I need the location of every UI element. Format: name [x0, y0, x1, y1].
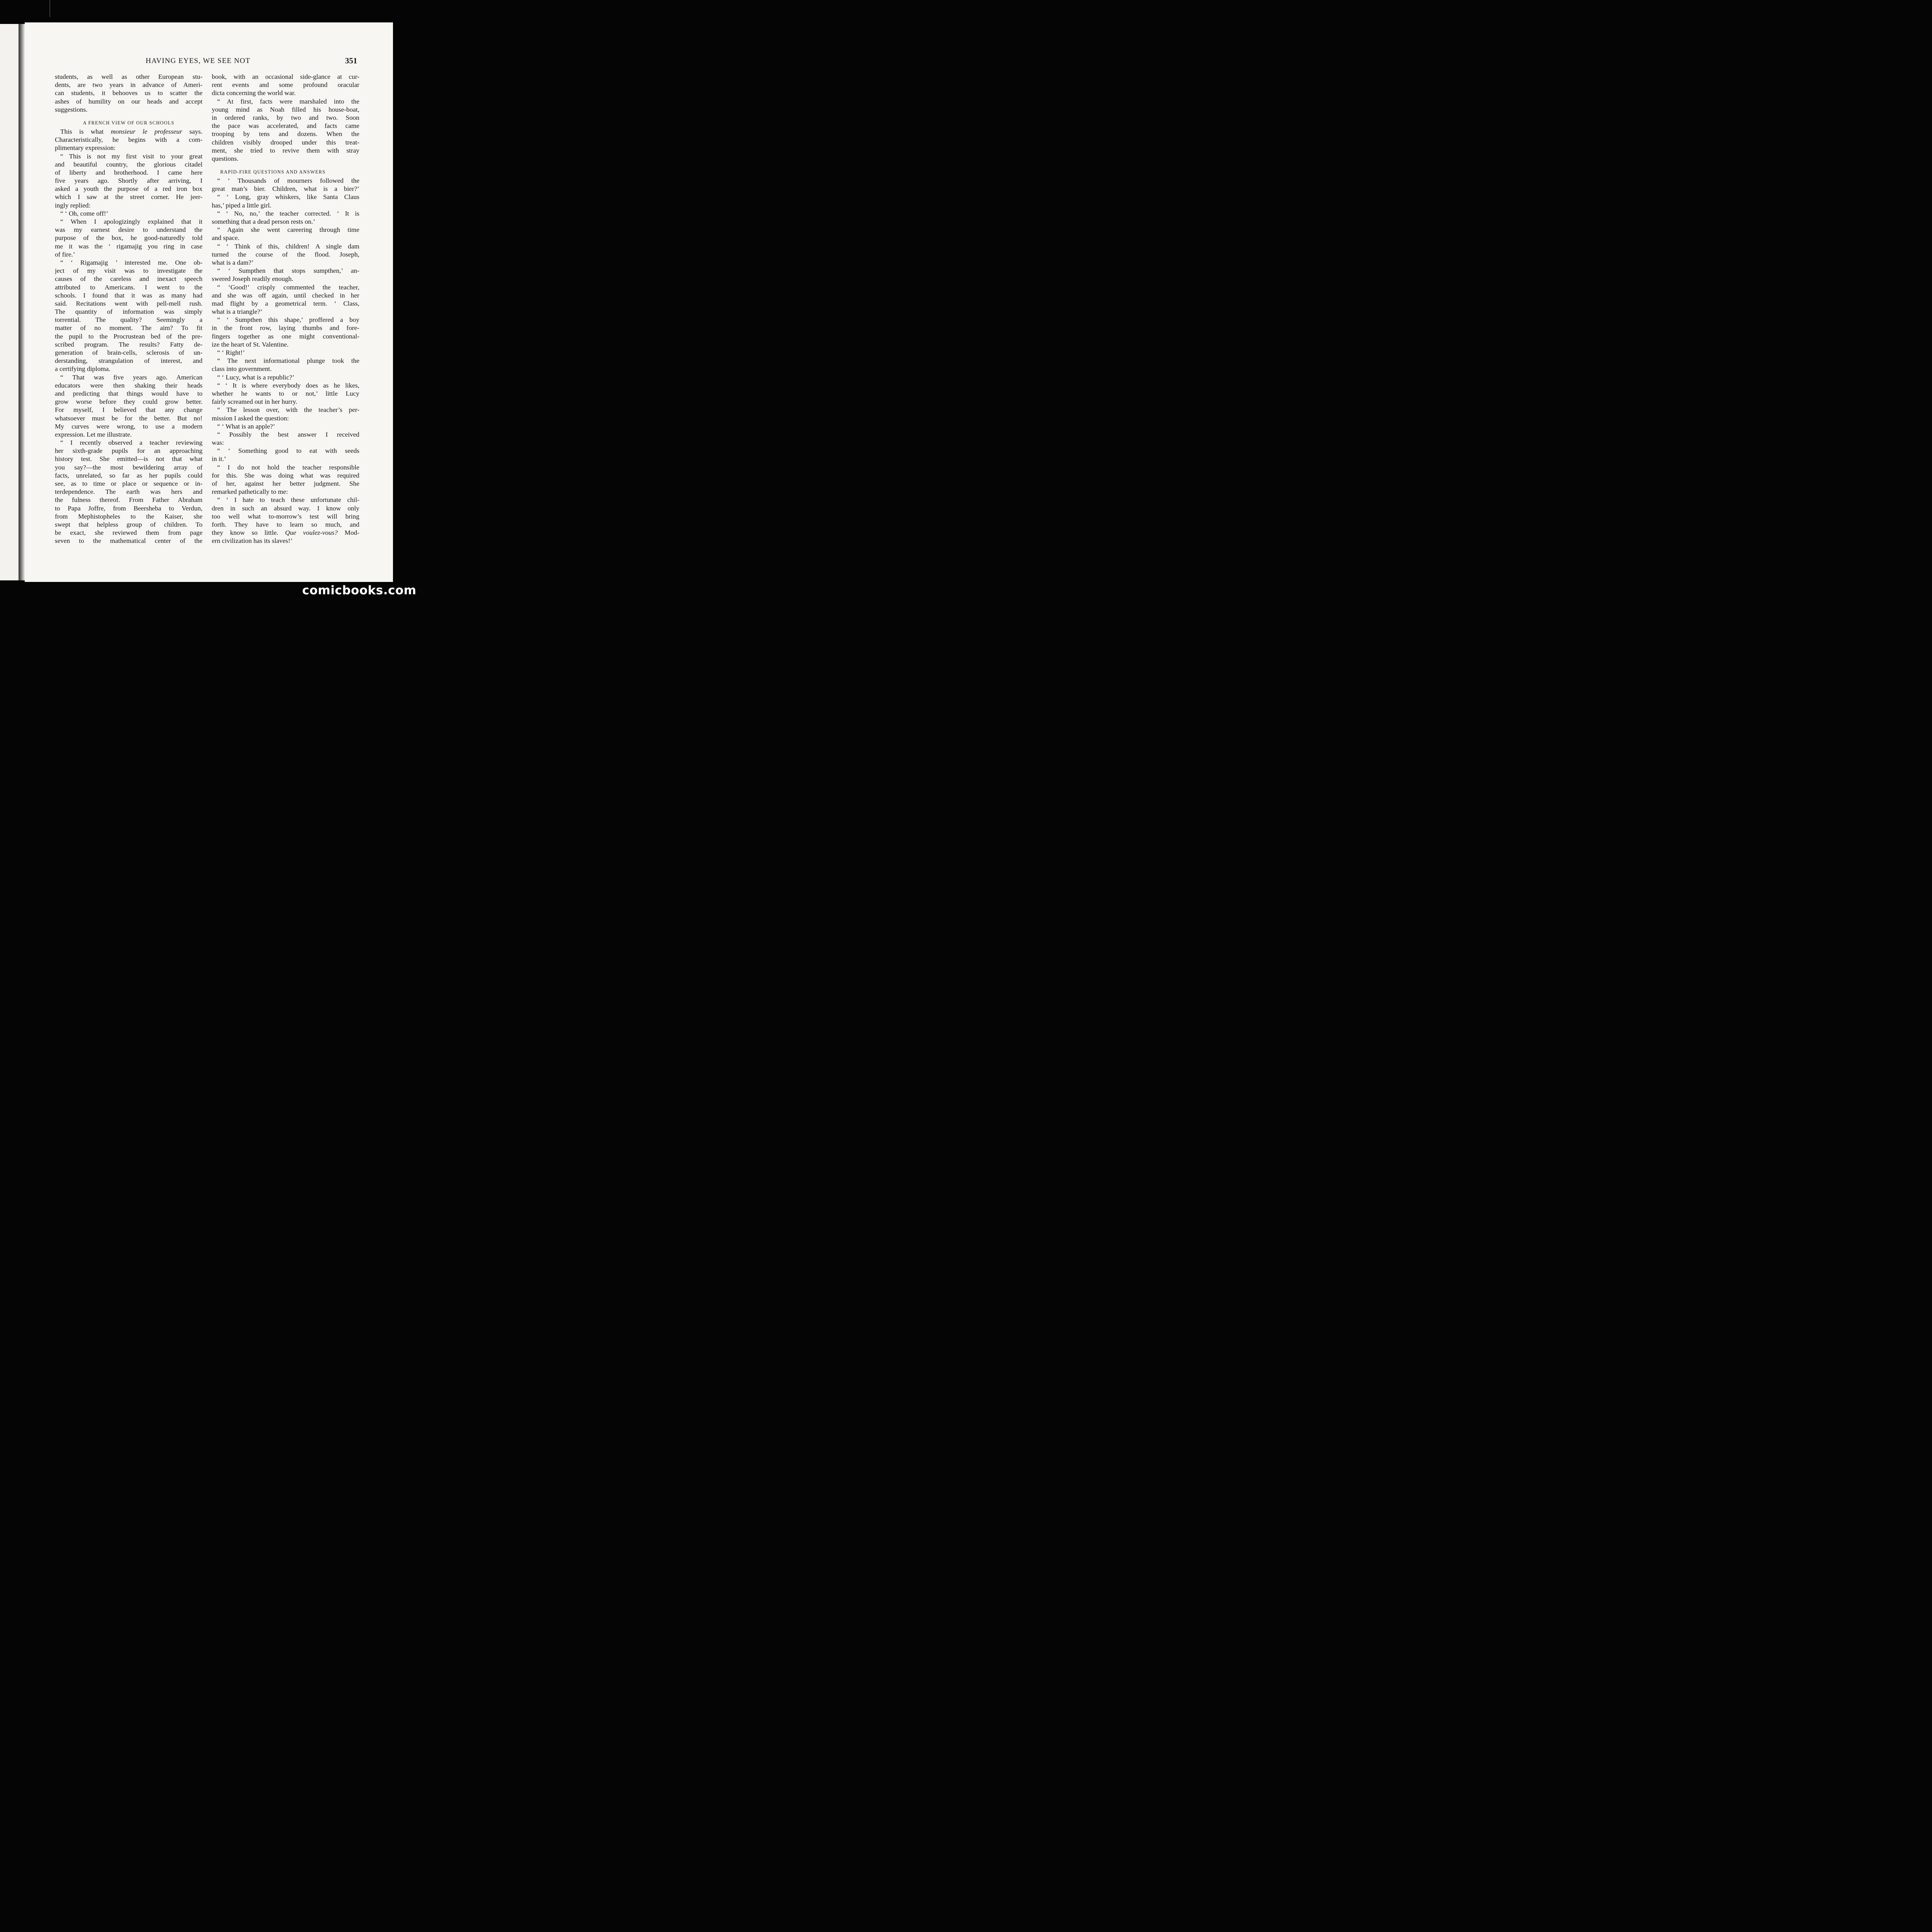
text-line: facts, unrelated, so far as her pupils could [55, 471, 202, 479]
text-line: remarked pathetically to me: [212, 488, 288, 496]
text-line: asked a youth the purpose of a red iron box [55, 185, 202, 193]
text-line: “ ‘ Oh, come off!’ [60, 209, 109, 217]
text-line: For myself, I believed that any change [55, 406, 202, 414]
text-line: torrential. The quality? Seemingly a [55, 316, 202, 324]
text-line: a certifying diploma. [55, 365, 111, 373]
text-line: “ ‘ It is where everybody does as he likes, [217, 381, 359, 389]
text-line: rent events and some profound oracular [212, 81, 359, 89]
section-gap [212, 163, 359, 167]
right-intro [212, 73, 359, 163]
text-line: was my earnest desire to understand the [55, 226, 202, 234]
text-line: in the front row, laying thumbs and fore- [212, 324, 359, 332]
text-line: grow worse before they could grow better. [55, 398, 202, 406]
text-line: of her, against her better judgment. She [212, 480, 359, 487]
section-heading: RAPID-FIRE QUESTIONS AND ANSWERS [220, 169, 326, 175]
text-run: This is what [60, 128, 111, 135]
text-run: they know so little. [212, 529, 285, 537]
text-line: ashes of humility on our heads and accept [55, 97, 202, 105]
text-line: “ ‘ What is an apple?’ [217, 422, 276, 430]
text-line: of liberty and brotherhood. I came here [55, 168, 202, 176]
text-line: and beautiful country, the glorious citadel [55, 160, 202, 168]
text-line: schools. I found that it was as many had [55, 291, 202, 299]
text-line: the pupil to the Procrustean bed of the pre- [55, 332, 202, 340]
text-line: the pace was accelerated, and facts came [212, 122, 359, 130]
text-line: in it.’ [212, 455, 226, 463]
text-line: book, with an occasional side-glance at cur- [212, 73, 359, 80]
text-line: dicta concerning the world war. [212, 89, 296, 97]
text-line: said. Recitations went with pell-mell rush. [55, 299, 202, 307]
text-line: “ ‘ Rigamajig ’ interested me. One ob- [60, 259, 202, 266]
text-line: “ ‘ Something good to eat with seeds [217, 447, 359, 455]
text-line: forth. They have to learn so much, and [212, 520, 359, 528]
gutter-shadow [19, 24, 25, 580]
left-intro [55, 73, 202, 114]
text-line: what is a dam?’ [212, 259, 254, 266]
text-line: me it was the ‘ rigamajig you ring in case [55, 242, 202, 250]
text-line: young mind as Noah filled his house-boat, [212, 105, 359, 113]
text-line: “ ‘ Think of this, children! A single dam [217, 242, 359, 250]
text-line: fingers together as one might conventional- [212, 332, 359, 340]
section-heading: A FRENCH VIEW OF OUR SCHOOLS [83, 120, 175, 126]
text-line: My curves were wrong, to use a modern [55, 422, 202, 430]
text-line: “ ‘ Thousands of mourners followed the [217, 177, 359, 185]
text-line: mission I asked the question: [212, 414, 289, 422]
section-gap [55, 114, 202, 118]
italic-phrase: monsieur le professeur [111, 128, 182, 135]
text-line: see, as to time or place or sequence or in- [55, 480, 202, 487]
text-line: suggestions. [55, 105, 88, 113]
text-line: “ Again she went careering through time [217, 226, 359, 234]
text-line: swered Joseph readily enough. [212, 275, 293, 283]
text-line: “ At first, facts were marshaled into the [217, 97, 359, 105]
text-line: seven to the mathematical center of the [55, 537, 202, 545]
text-line: history test. She emitted—is not that what [55, 455, 202, 463]
text-run: says. [182, 128, 202, 135]
text-line: “ ‘ Sumpthen that stops sumpthen,’ an- [217, 267, 359, 275]
running-title: HAVING EYES, WE SEE NOT [146, 57, 251, 65]
italic-phrase: Que voulez-vous? [285, 529, 338, 537]
text-line: five years ago. Shortly after arriving, I [55, 177, 202, 185]
text-line: matter of no moment. The aim? To fit [55, 324, 202, 332]
text-line: “ Possibly the best answer I received [217, 430, 359, 438]
text-line: “ This is not my first visit to your great [60, 152, 202, 160]
text-line: Characteristically, he begins with a com- [55, 136, 202, 144]
text-line: “ ‘ Long, gray whiskers, like Santa Claus [217, 193, 359, 201]
site-watermark: comicbooks.com [302, 583, 417, 597]
text-line: “ ‘ I hate to teach these unfortunate chil- [217, 496, 359, 504]
text-line: children visibly drooped under this treat- [212, 138, 359, 146]
text-line [55, 128, 202, 136]
text-line: and predicting that things would have to [55, 389, 202, 397]
facing-page-edge [0, 24, 20, 580]
text-line: to Papa Joffre, from Beersheba to Verdun, [55, 504, 202, 512]
text-line: fairly screamed out in her hurry. [212, 398, 298, 406]
text-line: ject of my visit was to investigate the [55, 267, 202, 275]
text-line: and space. [212, 234, 240, 242]
text-line: terdependence. The earth was hers and [55, 488, 202, 496]
text-line: great man’s bier. Children, what is a bier?’ [212, 185, 359, 193]
text-line: has,’ piped a little girl. [212, 201, 272, 209]
page-number: 351 [345, 56, 357, 65]
text-line: the fulness thereof. From Father Abraham [55, 496, 202, 504]
text-line: of fire.’ [55, 250, 75, 258]
text-line: “ The next informational plunge took the [217, 357, 359, 365]
text-line: “ The lesson over, with the teacher’s per- [217, 406, 359, 414]
text-line: swept that helpless group of children. To [55, 520, 202, 528]
text-line: you say?—the most bewildering array of [55, 463, 202, 471]
text-line: questions. [212, 155, 239, 162]
text-line: which I saw at the street corner. He jeer- [55, 193, 202, 201]
text-line: dren in such an absurd way. I know only [212, 504, 359, 512]
text-line: from Mephistopheles to the Kaiser, she [55, 512, 202, 520]
text-line: class into government. [212, 365, 272, 373]
text-line: ment, she tried to revive them with stray [212, 146, 359, 154]
text-line: scribed program. The results? Fatty de- [55, 340, 202, 348]
text-line: whether he wants to or not,’ little Lucy [212, 389, 359, 397]
right-body [212, 177, 359, 529]
text-line: expression. Let me illustrate. [55, 430, 132, 438]
text-line: what is a triangle?’ [212, 308, 263, 316]
text-line: her sixth-grade pupils for an approaching [55, 447, 202, 455]
text-line: and she was off again, until checked in her [212, 291, 359, 299]
text-line: “ ‘ Lucy, what is a republic?’ [217, 373, 294, 381]
text-line: “ That was five years ago. American [60, 373, 202, 381]
text-run: Mod- [338, 529, 359, 537]
text-line: whatsoever must be for the better. But no! [55, 414, 202, 422]
text-line: ize the heart of St. Valentine. [212, 340, 289, 348]
text-line: attributed to Americans. I went to the [55, 283, 202, 291]
text-line: “ ‘Good!’ crisply commented the teacher, [217, 283, 359, 291]
text-line: trooping by tens and dozens. When the [212, 130, 359, 138]
text-line: “ I do not hold the teacher responsible [217, 463, 359, 471]
text-line: in ordered ranks, by two and two. Soon [212, 114, 359, 121]
text-line: be exact, she reviewed them from page [55, 529, 202, 537]
text-line: “ ‘ Right!’ [217, 349, 245, 356]
text-line: turned the course of the flood. Joseph, [212, 250, 359, 258]
text-line: The quantity of information was simply [55, 308, 202, 316]
text-line: mad flight by a geometrical term. ‘ Class, [212, 299, 359, 307]
text-line: something that a dead person rests on.’ [212, 218, 315, 225]
text-line: purpose of the box, he good-naturedly told [55, 234, 202, 242]
left-body [55, 136, 202, 545]
text-line: too well what to-morrow’s test will bring [212, 512, 359, 520]
text-line: can students, it behooves us to scatter the [55, 89, 202, 97]
text-line: “ ‘ Sumpthen this shape,’ proffered a boy [217, 316, 359, 324]
text-line: ingly replied: [55, 201, 91, 209]
text-line: plimentary expression: [55, 144, 116, 152]
text-line [212, 529, 359, 537]
right-column [212, 73, 359, 545]
text-line: dents, are two years in advance of Ameri- [55, 81, 202, 89]
text-line: derstanding, strangulation of interest, and [55, 357, 202, 365]
text-line: causes of the careless and inexact speech [55, 275, 202, 283]
text-line: educators were then shaking their heads [55, 381, 202, 389]
text-line: for this. She was doing what was required [212, 471, 359, 479]
scan-edge-mark [49, 0, 50, 17]
left-column [55, 73, 202, 545]
text-line: “ I recently observed a teacher reviewing [60, 439, 202, 447]
text-line: “ When I apologizingly explained that it [60, 218, 202, 225]
text-line: generation of brain-cells, sclerosis of un- [55, 349, 202, 356]
text-line: students, as well as other European stu- [55, 73, 202, 80]
text-line: was: [212, 439, 224, 447]
text-line: “ ‘ No, no,’ the teacher corrected. ‘ It is [217, 209, 359, 217]
text-line: ern civilization has its slaves!’ [212, 537, 293, 545]
